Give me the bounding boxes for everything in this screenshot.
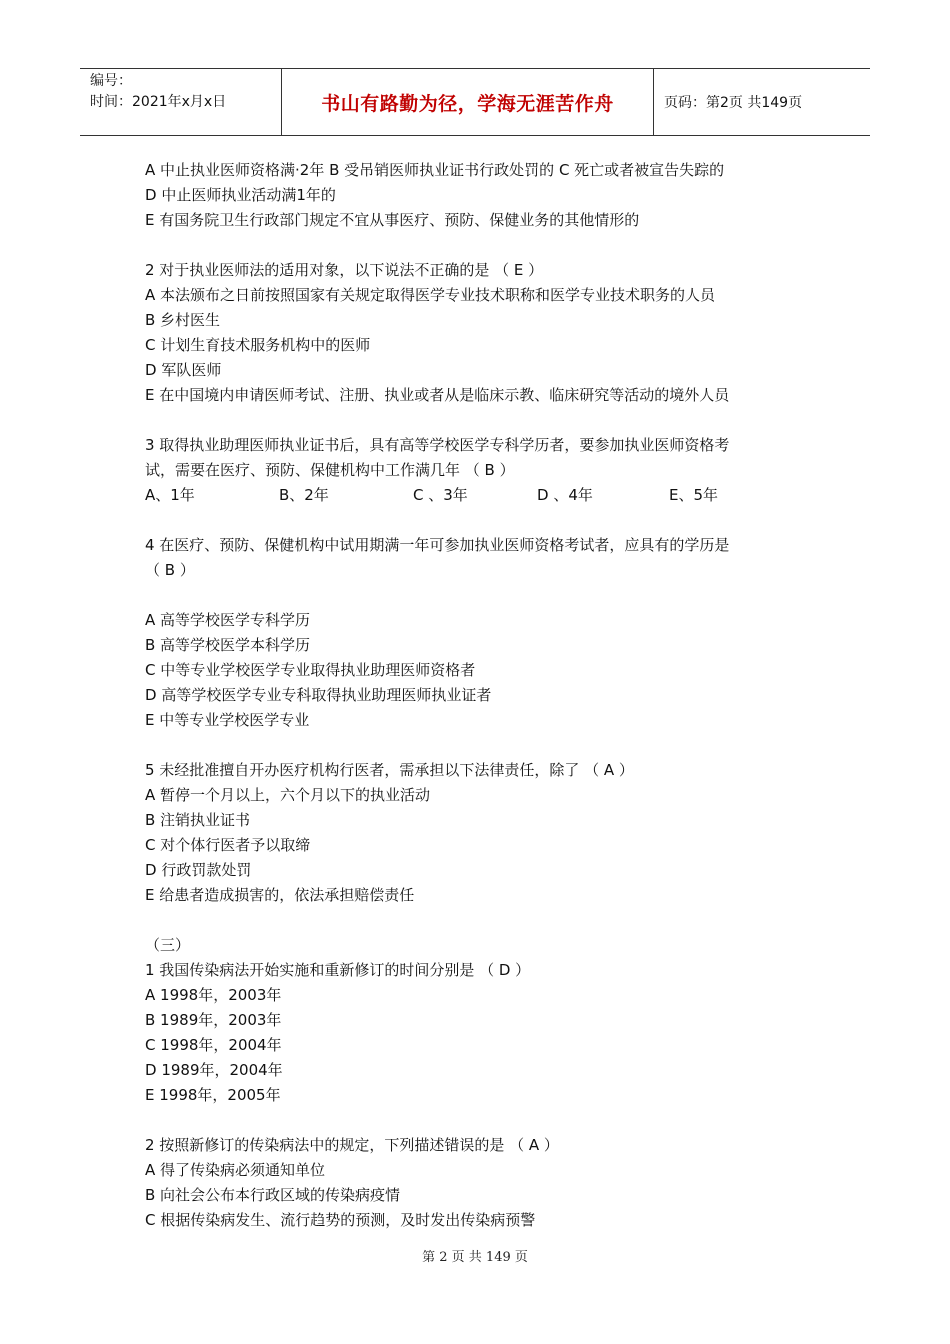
spacer — [145, 408, 825, 433]
text-line: B 1989年，2003年 — [145, 1011, 282, 1029]
text-line: E 在中国境内申请医师考试、注册、执业或者从是临床示教、临床研究等活动的境外人员 — [145, 386, 730, 404]
page-header — [80, 68, 870, 136]
header-meta — [80, 69, 282, 135]
text-line: 5 未经批准擅自开办医疗机构行医者，需承担以下法律责任，除了 （ A ） — [145, 761, 634, 779]
text-line: D 军队医师 — [145, 361, 222, 379]
document-date: 时间：2021年x月x日 — [90, 94, 227, 110]
answer-option: E、5年 — [669, 486, 719, 504]
text-line: C 对个体行医者予以取缔 — [145, 836, 311, 854]
text-line: E 1998年，2005年 — [145, 1086, 281, 1104]
text-line: 3 取得执业助理医师执业证书后，具有高等学校医学专科学历者，要参加执业医师资格考 — [145, 436, 730, 454]
text-line: D 高等学校医学专业专科取得执业助理医师执业证者 — [145, 686, 492, 704]
spacer — [145, 733, 825, 758]
text-line: 试，需要在医疗、预防、保健机构中工作满几年 （ B ） — [145, 461, 515, 479]
answer-option: B、2年 — [279, 486, 329, 504]
answer-option: D 、4年 — [537, 486, 593, 504]
text-line: D 中止医师执业活动满1年的 — [145, 186, 336, 204]
document-body — [145, 158, 825, 1233]
text-line: 2 对于执业医师法的适用对象，以下说法不正确的是 （ E ） — [145, 261, 544, 279]
text-line: A 高等学校医学专科学历 — [145, 611, 311, 629]
text-line: A 暂停一个月以上，六个月以下的执业活动 — [145, 786, 431, 804]
text-line: A 1998年，2003年 — [145, 986, 282, 1004]
text-line: E 中等专业学校医学专业 — [145, 711, 310, 729]
header-motto: 书山有路勤为径，学海无涯苦作舟 — [282, 69, 654, 135]
text-line: D 1989年，2004年 — [145, 1061, 283, 1079]
question-block-1 — [145, 158, 825, 483]
text-line: （ B ） — [145, 561, 195, 579]
text-line: E 有国务院卫生行政部门规定不宜从事医疗、预防、保健业务的其他情形的 — [145, 211, 640, 229]
spacer — [145, 1108, 825, 1133]
spacer — [145, 508, 825, 533]
question-3-options — [145, 483, 825, 508]
document-number-label: 编号： — [90, 73, 132, 89]
text-line: B 乡村医生 — [145, 311, 221, 329]
text-line: （三） — [145, 936, 191, 954]
text-line: E 给患者造成损害的，依法承担赔偿责任 — [145, 886, 415, 904]
spacer — [145, 583, 825, 608]
spacer — [145, 908, 825, 933]
text-line: C 根据传染病发生、流行趋势的预测，及时发出传染病预警 — [145, 1211, 536, 1229]
text-line: 1 我国传染病法开始实施和重新修订的时间分别是 （ D ） — [145, 961, 531, 979]
spacer — [145, 233, 825, 258]
text-line: C 1998年，2004年 — [145, 1036, 282, 1054]
text-line: A 中止执业医师资格满·2年 B 受吊销医师执业证书行政处罚的 C 死亡或者被宣告失踪的 — [145, 161, 725, 179]
text-line: B 注销执业证书 — [145, 811, 251, 829]
text-line: D 行政罚款处罚 — [145, 861, 252, 879]
text-line: A 本法颁布之日前按照国家有关规定取得医学专业技术职称和医学专业技术职务的人员 — [145, 286, 716, 304]
text-line: A 得了传染病必须通知单位 — [145, 1161, 326, 1179]
page-footer: 第 2 页 共 149 页 — [422, 1250, 528, 1265]
header-page-info: 页码：第2页 共149页 — [664, 95, 803, 111]
text-line: B 高等学校医学本科学历 — [145, 636, 311, 654]
text-line: B 向社会公布本行政区域的传染病疫情 — [145, 1186, 401, 1204]
text-line: 2 按照新修订的传染病法中的规定，下列描述错误的是 （ A ） — [145, 1136, 559, 1154]
answer-option: C 、3年 — [413, 486, 468, 504]
question-block-2 — [145, 508, 825, 1233]
text-line: C 计划生育技术服务机构中的医师 — [145, 336, 371, 354]
text-line: 4 在医疗、预防、保健机构中试用期满一年可参加执业医师资格考试者，应具有的学历是 — [145, 536, 730, 554]
text-line: C 中等专业学校医学专业取得执业助理医师资格者 — [145, 661, 476, 679]
answer-option: A、1年 — [145, 486, 195, 504]
